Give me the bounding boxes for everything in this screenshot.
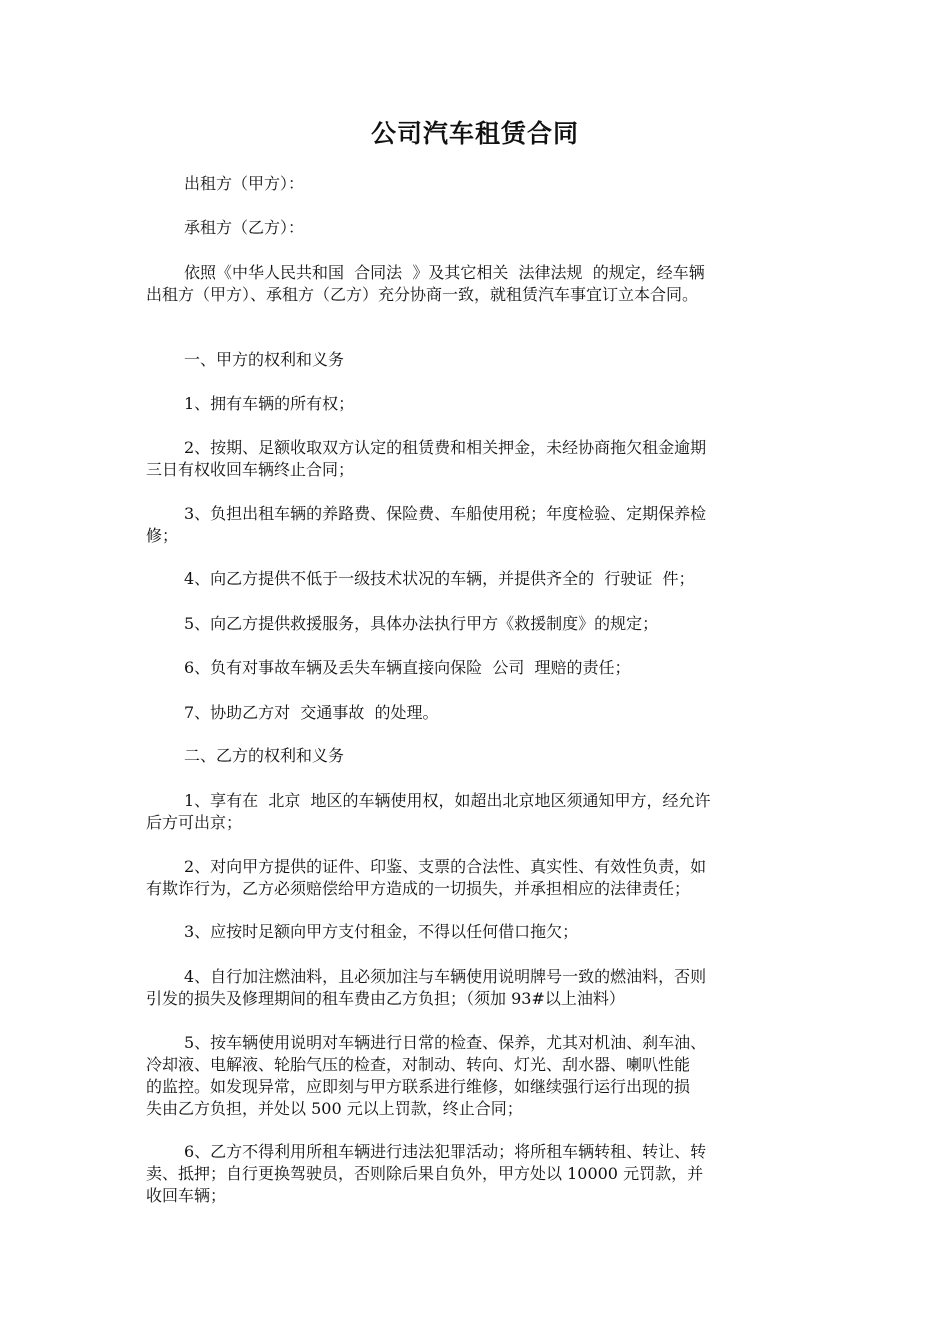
- paragraph-line: 承租方（乙方）：: [184, 218, 305, 237]
- paragraph-line: 出租方（甲方）：: [184, 174, 305, 193]
- clause-a-7: [146, 702, 810, 724]
- paragraph-line: 1、享有在 北京 地区的车辆使用权，如超出北京地区须通知甲方，经允许: [184, 791, 711, 810]
- paragraph-line: 失由乙方负担，并处以 500 元以上罚款，终止合同；: [146, 1099, 523, 1118]
- paragraph-line: 三日有权收回车辆终止合同；: [146, 460, 355, 479]
- clause-b-6: [146, 1141, 810, 1207]
- paragraph-lessee: [146, 217, 810, 239]
- paragraph-line: 修；: [146, 526, 179, 545]
- paragraph-line: 4、自行加注燃油料，且必须加注与车辆使用说明牌号一致的燃油料，否则: [184, 967, 707, 986]
- clause-a-5: [146, 613, 810, 635]
- clause-b-5: [146, 1032, 810, 1120]
- clause-a-3: [146, 503, 810, 547]
- paragraph-line: 有欺诈行为，乙方必须赔偿给甲方造成的一切损失，并承担相应的法律责任；: [146, 879, 691, 898]
- paragraph-line: 卖、抵押；自行更换驾驶员，否则除后果自负外，甲方处以 10000 元罚款，并: [146, 1164, 704, 1183]
- paragraph-lessor: [146, 173, 810, 195]
- paragraph-line: 7、协助乙方对 交通事故 的处理。: [184, 703, 439, 722]
- paragraph-line: 2、按期、足额收取双方认定的租赁费和相关押金，未经协商拖欠租金逾期: [184, 438, 707, 457]
- clause-b-1: [146, 790, 810, 834]
- clause-a-2: [146, 437, 810, 481]
- paragraph-line: 的监控。如发现异常，应即刻与甲方联系进行维修，如继续强行运行出现的损: [146, 1077, 691, 1096]
- paragraph-line: 收回车辆；: [146, 1186, 227, 1205]
- paragraph-line: 3、负担出租车辆的养路费、保险费、车船使用税；年度检验、定期保养检: [184, 504, 707, 523]
- clause-b-3: [146, 921, 810, 943]
- paragraph-line: 6、乙方不得利用所租车辆进行违法犯罪活动；将所租车辆转租、转让、转: [184, 1142, 707, 1161]
- paragraph-line: 6、负有对事故车辆及丢失车辆直接向保险 公司 理赔的责任；: [184, 658, 631, 677]
- paragraph-line: 4、向乙方提供不低于一级技术状况的车辆，并提供齐全的 行驶证 件；: [184, 569, 695, 588]
- paragraph-line: 二、乙方的权利和义务: [184, 746, 345, 765]
- paragraph-line: 冷却液、电解液、轮胎气压的检查，对制动、转向、灯光、刮水器、喇叭性能: [146, 1055, 691, 1074]
- document-title: 公司汽车租赁合同: [370, 119, 579, 148]
- section-heading-party-a: [146, 349, 810, 371]
- clause-b-4: [146, 966, 810, 1010]
- clause-a-1: [146, 393, 810, 415]
- section-heading-party-b: [146, 745, 810, 767]
- paragraph-line: 后方可出京；: [146, 813, 243, 832]
- paragraph-line: 出租方（甲方）、承租方（乙方）充分协商一致，就租赁汽车事宜订立本合同。: [146, 285, 699, 304]
- clause-a-4: [146, 568, 810, 590]
- paragraph-line: 2、对向甲方提供的证件、印鉴、支票的合法性、真实性、有效性负责，如: [184, 857, 707, 876]
- paragraph-line: 1、拥有车辆的所有权；: [184, 394, 355, 413]
- paragraph-preamble: [146, 262, 810, 306]
- paragraph-line: 依照《中华人民共和国 合同法 》及其它相关 法律法规 的规定，经车辆: [184, 263, 705, 282]
- paragraph-line: 3、应按时足额向甲方支付租金，不得以任何借口拖欠；: [184, 922, 579, 941]
- clause-b-2: [146, 856, 810, 900]
- paragraph-line: 5、按车辆使用说明对车辆进行日常的检查、保养，尤其对机油、刹车油、: [184, 1033, 707, 1052]
- paragraph-line: 引发的损失及修理期间的租车费由乙方负担；（须加 93#以上油料）: [146, 989, 625, 1008]
- paragraph-line: 一、甲方的权利和义务: [184, 350, 345, 369]
- paragraph-line: 5、向乙方提供救援服务，具体办法执行甲方《救援制度》的规定；: [184, 614, 659, 633]
- clause-a-6: [146, 657, 810, 679]
